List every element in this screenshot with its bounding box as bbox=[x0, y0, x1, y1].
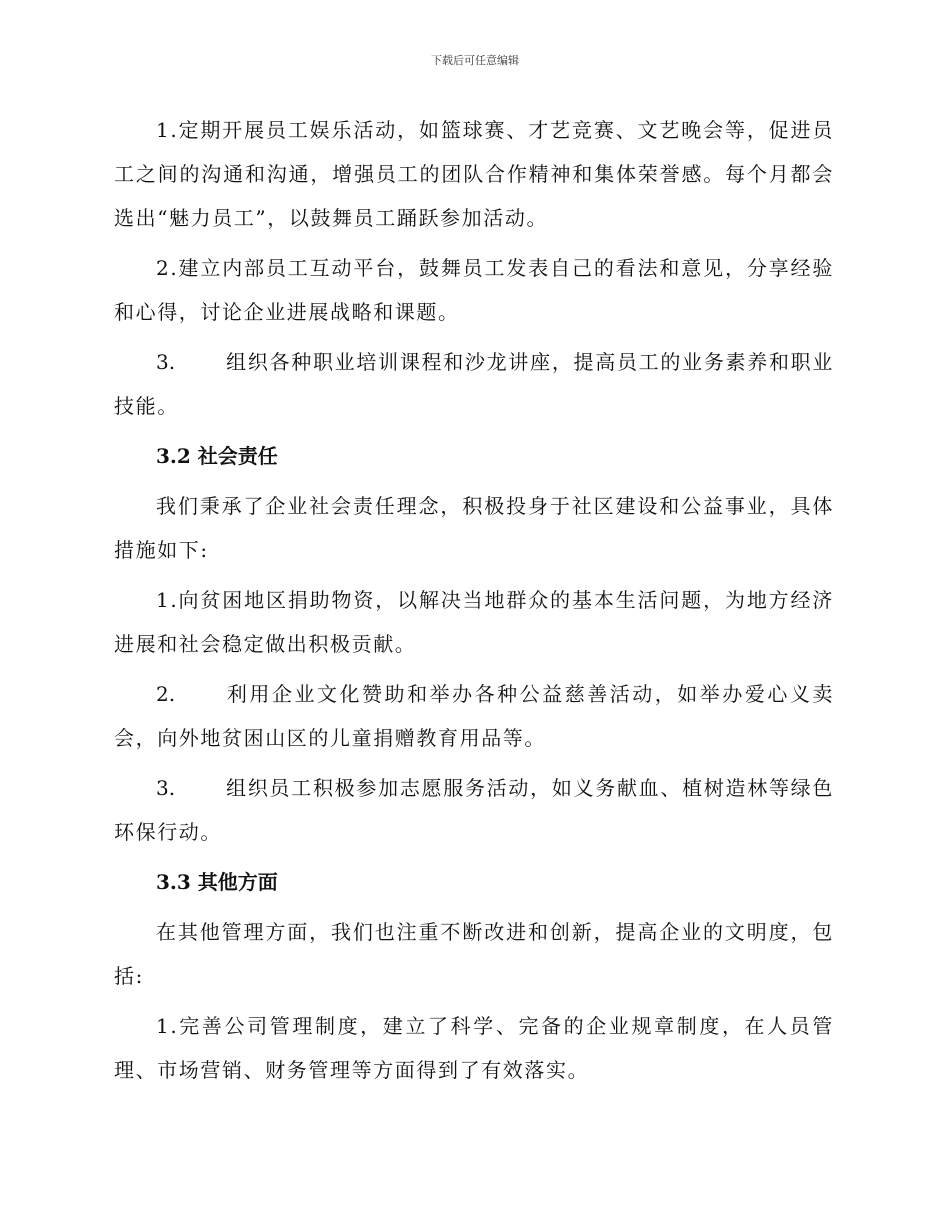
paragraph-volunteer bbox=[114, 766, 834, 854]
paragraph-social-intro: 我们秉承了企业社会责任理念，积极投身于社区建设和公益事业，具体措施如下: bbox=[114, 494, 834, 562]
paragraph-management-system: 1.完善公司管理制度，建立了科学、完备的企业规章制度，在人员管理、市场营销、财务管理等方面得到了有效落实。 bbox=[114, 1014, 834, 1082]
paragraph-text: 组织员工积极参加志愿服务活动，如义务献血、植树造林等绿色环保行动。 bbox=[114, 776, 834, 844]
paragraph-text: 组织各种职业培训课程和沙龙讲座，提高员工的业务素养和职业技能。 bbox=[114, 350, 834, 418]
section-heading-3-2: 3.2 社会责任 bbox=[156, 444, 278, 468]
paragraph-text: 利用企业文化赞助和举办各种公益慈善活动，如举办爱心义卖会，向外地贫困山区的儿童捐赠教育用品等。 bbox=[114, 682, 834, 750]
section-heading-3-3: 3.3 其他方面 bbox=[156, 870, 278, 894]
document-body bbox=[114, 108, 834, 1098]
list-number: 2. bbox=[156, 682, 176, 706]
paragraph-interaction-platform: 2.建立内部员工互动平台，鼓舞员工发表自己的看法和意见，分享经验和心得，讨论企业进展战略和课题。 bbox=[114, 256, 834, 324]
list-number: 3. bbox=[156, 350, 176, 374]
paragraph-other-intro: 在其他管理方面，我们也注重不断改进和创新，提高企业的文明度，包括: bbox=[114, 920, 834, 988]
list-number: 3. bbox=[156, 776, 176, 800]
paragraph-training bbox=[114, 340, 834, 428]
paragraph-charity bbox=[114, 672, 834, 760]
page-header-note: 下载后可任意编辑 bbox=[431, 54, 519, 67]
paragraph-donation: 1.向贫困地区捐助物资，以解决当地群众的基本生活问题，为地方经济进展和社会稳定做出积极贡献。 bbox=[114, 588, 834, 656]
paragraph-employee-activities: 1.定期开展员工娱乐活动，如篮球赛、才艺竞赛、文艺晚会等，促进员工之间的沟通和沟通，增强员工的团队合作精神和集体荣誉感。每个月都会选出“魅力员工”，以鼓舞员工踊跃参加活动。 bbox=[114, 118, 834, 230]
